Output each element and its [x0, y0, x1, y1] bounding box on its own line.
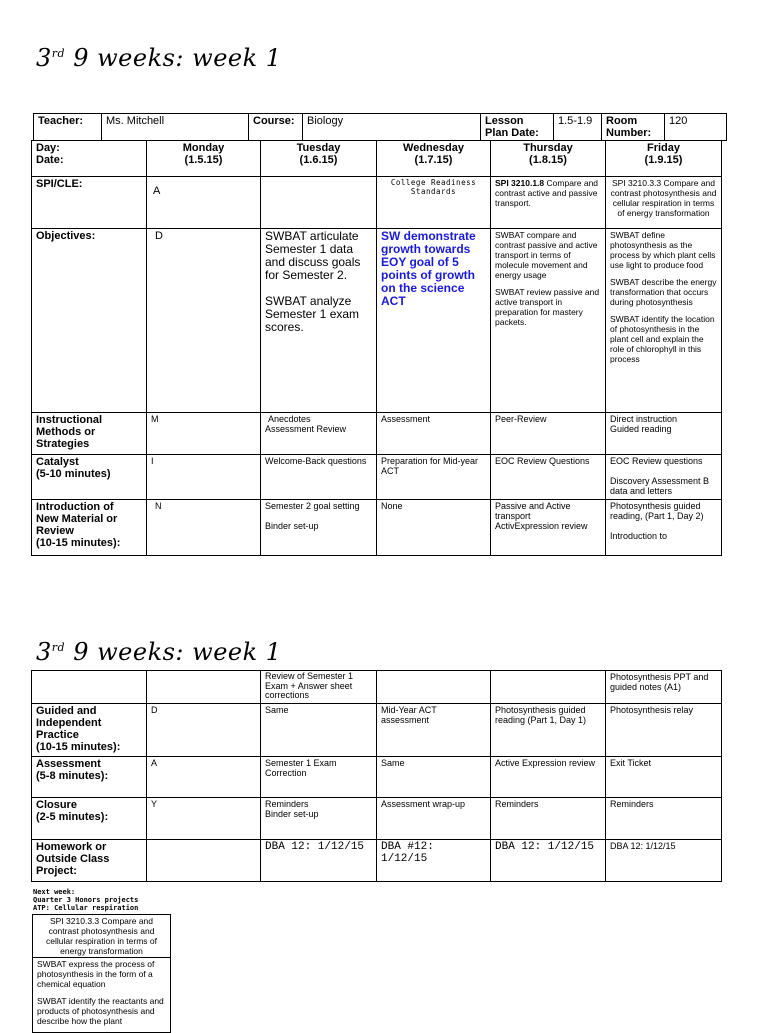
catalyst-wednesday: Preparation for Mid-year ACT [377, 455, 491, 500]
objectives-friday: SWBAT define photosynthesis as the process by which plant cells use light to produce food SWBAT describe the energy transformation that occurs during photosynthesis SWBAT identify the location of photosynthesis in the plant cell and explain the role of chlorophyll in this process [606, 229, 722, 413]
lesson-header-table [33, 113, 727, 141]
objectives-thursday: SWBAT compare and contrast passive and active transport in terms of molecule movement and energy usage SWBAT review passive and active transport in preparation for mastery packets. [491, 229, 606, 413]
assessment-row [32, 757, 722, 798]
guided-thursday: Photosynthesis guided reading (Part 1, Day 1) [491, 704, 606, 757]
spi-friday: SPI 3210.3.3 Compare and contrast photosynthesis and cellular respiration in terms of energy transformation [606, 177, 722, 229]
introduction-row [32, 500, 722, 556]
lesson-plan-table [31, 140, 722, 556]
assessment-friday: Exit Ticket [606, 757, 722, 798]
closure-tuesday: Reminders Binder set-up [261, 798, 377, 840]
room-number: 120 [665, 114, 727, 141]
introduction-wednesday: None [377, 500, 491, 556]
day-header-wednesday: Wednesday (1.7.15) [377, 141, 491, 177]
catalyst-row [32, 455, 722, 500]
introduction-tuesday: Semester 2 goal setting Binder set-up [261, 500, 377, 556]
day-header-thursday: Thursday (1.8.15) [491, 141, 606, 177]
objectives-monday: D [147, 229, 261, 413]
spi-row [32, 177, 722, 229]
lesson-plan-date-label: Lesson Plan Date: [481, 114, 554, 141]
instructional-tuesday: Anecdotes Assessment Review [261, 413, 377, 455]
day-date-label: Day: Date: [32, 141, 147, 177]
assessment-label: Assessment (5-8 minutes): [32, 757, 147, 798]
spi-label: SPI/CLE: [32, 177, 147, 229]
spi-monday: A [147, 177, 261, 229]
instructional-friday: Direct instruction Guided reading [606, 413, 722, 455]
continuation-friday: Photosynthesis PPT and guided notes (A1) [606, 671, 722, 704]
instructional-wednesday: Assessment [377, 413, 491, 455]
continuation-wednesday [377, 671, 491, 704]
page-heading-continued: 3rd 9 weeks: week 1 [36, 638, 282, 666]
instructional-thursday: Peer-Review [491, 413, 606, 455]
catalyst-label: Catalyst (5-10 minutes) [32, 455, 147, 500]
spi-tuesday [261, 177, 377, 229]
teacher-name: Ms. Mitchell [102, 114, 249, 141]
continuation-thursday [491, 671, 606, 704]
teacher-label: Teacher: [34, 114, 102, 141]
homework-friday: DBA 12: 1/12/15 [606, 840, 722, 882]
continuation-monday [147, 671, 261, 704]
assessment-thursday: Active Expression review [491, 757, 606, 798]
next-week-objectives: SWBAT express the process of photosynthesis in the form of a chemical equation SWBAT identify the reactants and products of photosynthesis and describe how the plant [33, 958, 171, 1033]
guided-tuesday: Same [261, 704, 377, 757]
lesson-dates: 1.5-1.9 [554, 114, 602, 141]
objectives-tuesday: SWBAT articulate Semester 1 data and discuss goals for Semester 2. SWBAT analyze Semester 1 exam scores. [261, 229, 377, 413]
introduction-monday: N [147, 500, 261, 556]
introduction-thursday: Passive and Active transport ActivExpression review [491, 500, 606, 556]
homework-wednesday: DBA #12: 1/12/15 [377, 840, 491, 882]
day-header-tuesday: Tuesday (1.6.15) [261, 141, 377, 177]
catalyst-monday: I [147, 455, 261, 500]
assessment-monday: A [147, 757, 261, 798]
spi-thursday: SPI 3210.1.8 Compare and contrast active and passive transport. [491, 177, 606, 229]
closure-monday: Y [147, 798, 261, 840]
instructional-label: Instructional Methods or Strategies [32, 413, 147, 455]
continuation-row [32, 671, 722, 704]
closure-label: Closure (2-5 minutes): [32, 798, 147, 840]
homework-tuesday: DBA 12: 1/12/15 [261, 840, 377, 882]
day-header-monday: Monday (1.5.15) [147, 141, 261, 177]
homework-row [32, 840, 722, 882]
instructional-row [32, 413, 722, 455]
introduction-label: Introduction of New Material or Review (10-15 minutes): [32, 500, 147, 556]
closure-friday: Reminders [606, 798, 722, 840]
guided-row [32, 704, 722, 757]
assessment-tuesday: Semester 1 Exam Correction [261, 757, 377, 798]
homework-monday [147, 840, 261, 882]
room-number-label: Room Number: [602, 114, 665, 141]
objectives-row [32, 229, 722, 413]
lesson-plan-table-continued [31, 670, 722, 882]
continuation-tuesday: Review of Semester 1 Exam + Answer sheet corrections [261, 671, 377, 704]
course-name: Biology [303, 114, 481, 141]
course-label: Course: [249, 114, 303, 141]
closure-row [32, 798, 722, 840]
objectives-label: Objectives: [32, 229, 147, 413]
objectives-wednesday: SW demonstrate growth towards EOY goal of 5 points of growth on the science ACT [377, 229, 491, 413]
homework-thursday: DBA 12: 1/12/15 [491, 840, 606, 882]
guided-label: Guided and Independent Practice (10-15 minutes): [32, 704, 147, 757]
continuation-label [32, 671, 147, 704]
next-week-spi: SPI 3210.3.3 Compare and contrast photosynthesis and cellular respiration in terms of energy transformation [33, 915, 171, 958]
next-week-table [32, 914, 171, 1033]
closure-thursday: Reminders [491, 798, 606, 840]
catalyst-friday: EOC Review questions Discovery Assessment B data and letters [606, 455, 722, 500]
next-week-notes: Next week: Quarter 3 Honors projects ATP: Cellular respiration [33, 888, 139, 912]
closure-wednesday: Assessment wrap-up [377, 798, 491, 840]
homework-label: Homework or Outside Class Project: [32, 840, 147, 882]
introduction-friday: Photosynthesis guided reading, (Part 1, Day 2) Introduction to [606, 500, 722, 556]
page-heading: 3rd 9 weeks: week 1 [36, 44, 282, 72]
guided-friday: Photosynthesis relay [606, 704, 722, 757]
catalyst-thursday: EOC Review Questions [491, 455, 606, 500]
days-row [32, 141, 722, 177]
instructional-monday: M [147, 413, 261, 455]
assessment-wednesday: Same [377, 757, 491, 798]
spi-wednesday: College Readiness Standards [377, 177, 491, 229]
guided-monday: D [147, 704, 261, 757]
catalyst-tuesday: Welcome-Back questions [261, 455, 377, 500]
day-header-friday: Friday (1.9.15) [606, 141, 722, 177]
guided-wednesday: Mid-Year ACT assessment [377, 704, 491, 757]
